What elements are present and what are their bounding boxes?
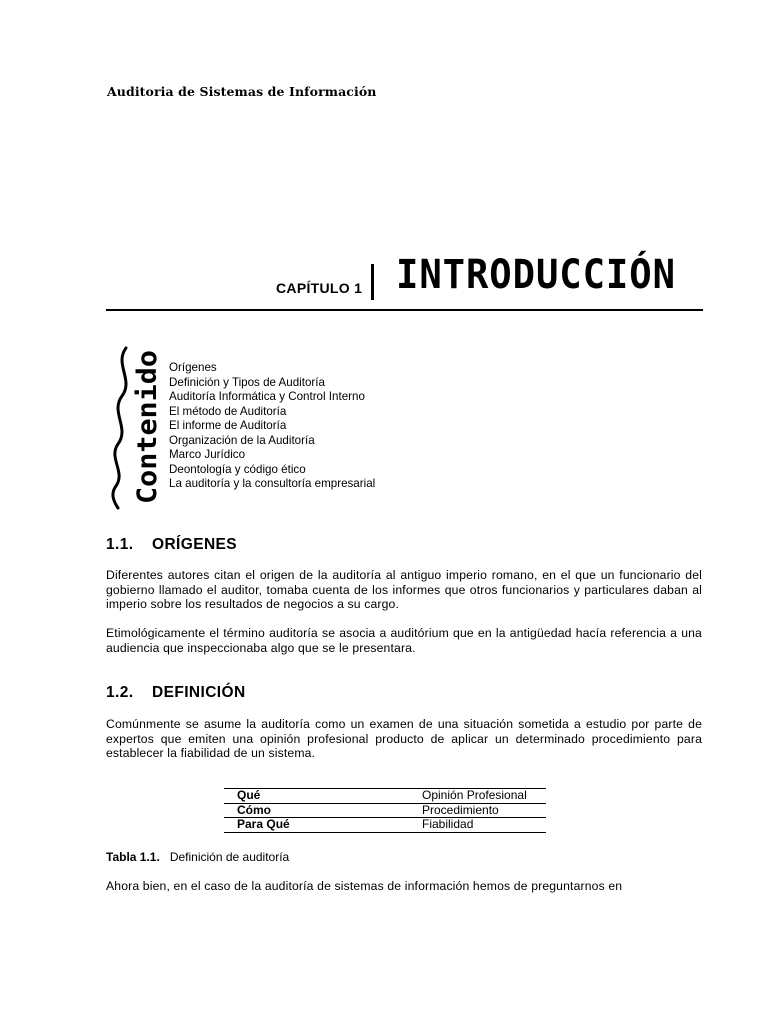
table-caption-label: Tabla 1.1. bbox=[106, 850, 160, 864]
table-key: Para Qué bbox=[224, 818, 409, 833]
table-key: Cómo bbox=[224, 803, 409, 818]
section-title: DEFINICIÓN bbox=[152, 684, 246, 701]
contents-item: Marco Jurídico bbox=[169, 448, 246, 461]
section-number: 1.2. bbox=[106, 684, 134, 701]
chapter-title: INTRODUCCIÓN bbox=[396, 252, 676, 298]
chapter-rule bbox=[106, 309, 703, 311]
section-title: ORÍGENES bbox=[152, 536, 238, 553]
paragraph: Comúnmente se asume la auditoría como un examen de una situación sometida a estudio por parte de expertos que emiten una opinión profesional producto de aplicar un determinado procedimiento para establecer la fiabilidad de un sistema. bbox=[106, 717, 702, 761]
contents-item: La auditoría y la consultoría empresarial bbox=[169, 477, 376, 490]
closing-paragraph: Ahora bien, en el caso de la auditoría de sistemas de información hemos de preguntarnos en bbox=[106, 879, 623, 893]
section-number: 1.1. bbox=[106, 536, 134, 553]
table-row bbox=[224, 818, 546, 833]
section-heading-definicion bbox=[106, 684, 246, 702]
section-heading-origenes bbox=[106, 536, 237, 554]
table-caption-text: Definición de auditoría bbox=[169, 850, 290, 864]
contents-list bbox=[169, 361, 375, 492]
paragraph: Etimológicamente el término auditoría se asocia a auditórium que en la antigüedad hacía referencia a una audiencia que inspeccionaba algo que se le presentara. bbox=[106, 626, 702, 655]
paragraph: Diferentes autores citan el origen de la auditoría al antiguo imperio romano, en el que un funcionario del gobierno llamado el auditor, tomaba cuenta de los informes que otros funcionarios y particulares daban al imperio sobre los resultados de negocios a su cargo. bbox=[106, 568, 702, 612]
table-value: Procedimiento bbox=[409, 803, 546, 818]
definition-table bbox=[224, 788, 546, 833]
table-key: Qué bbox=[224, 789, 409, 804]
table-row bbox=[224, 789, 546, 804]
definition-table-container bbox=[224, 788, 546, 833]
contents-swirl-icon bbox=[108, 344, 166, 510]
table-row bbox=[224, 803, 546, 818]
contents-graphic bbox=[108, 344, 166, 510]
contents-item: Orígenes bbox=[169, 361, 217, 374]
table-caption bbox=[106, 850, 289, 864]
contents-art-label: Contenido bbox=[132, 357, 163, 504]
contents-item: Definición y Tipos de Auditoría bbox=[169, 375, 325, 389]
running-header: Auditoria de Sistemas de Información bbox=[107, 84, 377, 99]
contents-item: El informe de Auditoría bbox=[169, 419, 287, 432]
table-value: Fiabilidad bbox=[409, 818, 546, 833]
contents-item: El método de Auditoría bbox=[169, 404, 287, 418]
chapter-divider-bar bbox=[371, 264, 374, 300]
chapter-title-container bbox=[396, 250, 706, 300]
chapter-label: CAPÍTULO 1 bbox=[276, 280, 363, 296]
contents-item: Organización de la Auditoría bbox=[169, 433, 315, 447]
contents-item: Auditoría Informática y Control Interno bbox=[169, 390, 365, 403]
table-value: Opinión Profesional bbox=[409, 789, 546, 804]
contents-item: Deontología y código ético bbox=[169, 462, 306, 476]
